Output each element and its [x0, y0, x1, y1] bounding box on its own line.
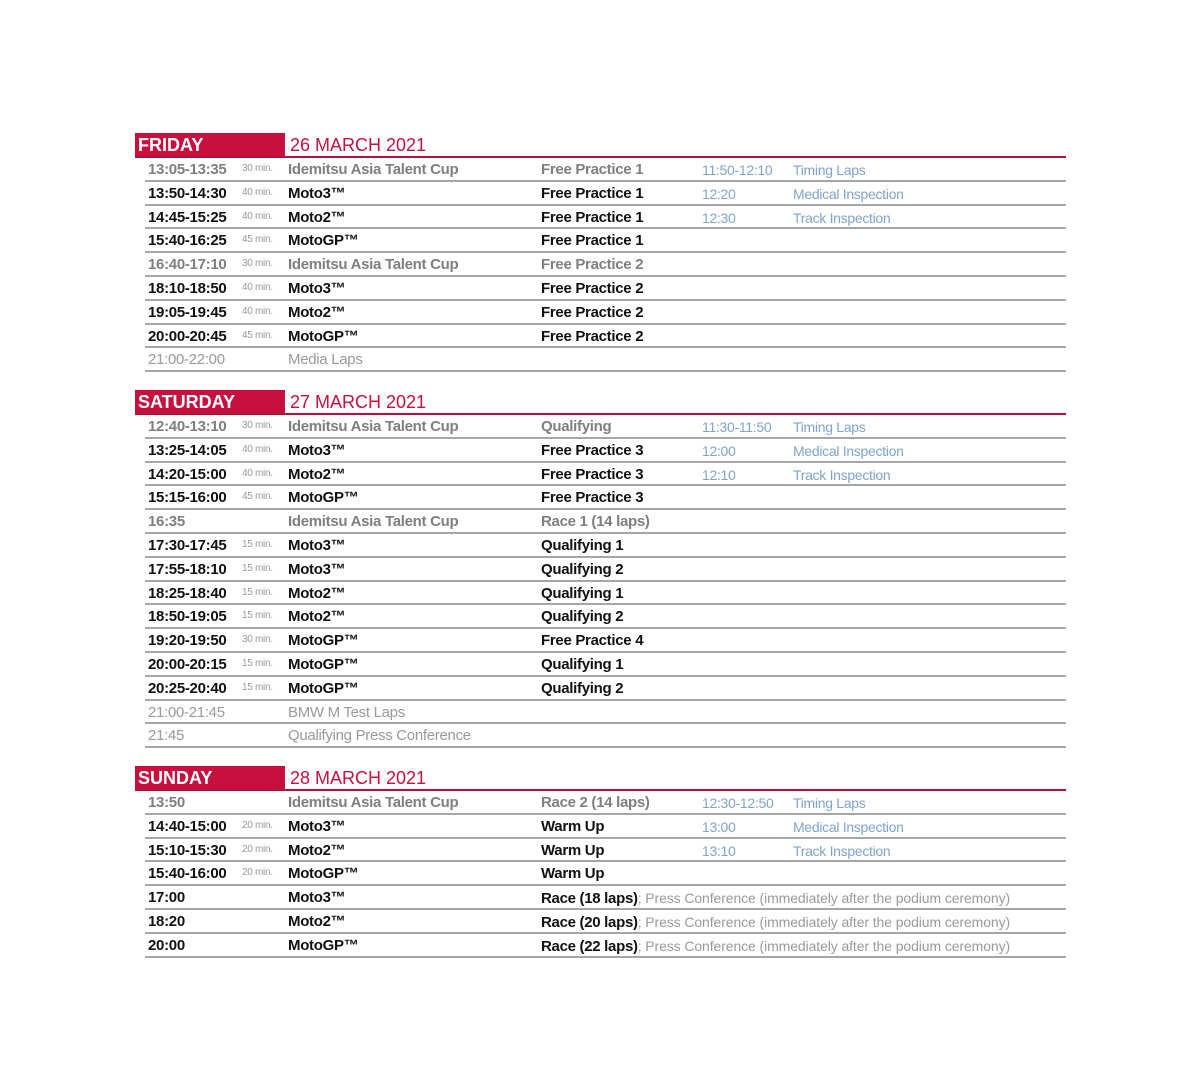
session-duration: 40 min. [242, 443, 273, 455]
schedule-row [135, 206, 1066, 230]
session-label: Free Practice 1 [541, 184, 644, 202]
session-duration: 15 min. [242, 562, 273, 574]
side-event-label: Timing Laps [793, 162, 866, 178]
schedule-row [135, 182, 1066, 206]
session-time: 13:50-14:30 [148, 184, 227, 202]
session-name [541, 325, 643, 349]
row-divider [145, 956, 1066, 958]
schedule-row [135, 791, 1066, 815]
session-name [541, 439, 643, 463]
session-duration: 45 min. [242, 491, 273, 503]
session-name [541, 182, 643, 206]
schedule-row [135, 510, 1066, 534]
session-time: 14:20-15:00 [148, 465, 227, 483]
session-label: Race 2 (14 laps) [541, 794, 650, 811]
side-event-time: 13:10 [702, 842, 736, 859]
class-name: MotoGP™ [288, 489, 359, 507]
session-label: Free Practice 2 [541, 279, 644, 297]
schedule-row [135, 910, 1066, 934]
session-name [541, 158, 643, 182]
class-name: Moto2™ [288, 912, 346, 930]
class-name: Moto3™ [288, 560, 346, 578]
side-event-time: 11:30-11:50 [702, 419, 772, 435]
class-name: Moto2™ [288, 465, 346, 483]
schedule-row [135, 677, 1066, 701]
session-label: Race (18 laps) [541, 890, 638, 908]
session-name [541, 629, 643, 653]
session-label: Qualifying [541, 418, 612, 435]
session-time: 15:40-16:00 [148, 865, 227, 883]
session-time: 19:05-19:45 [148, 303, 227, 321]
schedule-row [135, 439, 1066, 463]
session-name [541, 862, 604, 886]
session-duration: 20 min. [242, 867, 273, 879]
schedule-row [135, 558, 1066, 582]
row-divider [145, 746, 1066, 748]
session-duration: 30 min. [242, 420, 273, 431]
day-section-friday [135, 133, 1066, 372]
schedule-row [135, 653, 1066, 677]
session-time: 18:25-18:40 [148, 584, 227, 602]
session-note: ; Press Conference (immediately after the podium ceremony) [637, 913, 1011, 930]
schedule-row [135, 325, 1066, 349]
side-event-time: 12:00 [702, 442, 736, 459]
day-date: 26 MARCH 2021 [290, 135, 427, 155]
day-header [135, 390, 1066, 415]
schedule-row [135, 229, 1066, 253]
session-name [541, 605, 623, 629]
day-section-sunday [135, 766, 1066, 958]
session-duration: 40 min. [242, 186, 273, 198]
session-label: Warm Up [541, 865, 605, 883]
session-time: 15:15-16:00 [148, 489, 227, 507]
class-name: Qualifying Press Conference [288, 727, 471, 745]
session-time: 17:30-17:45 [148, 536, 227, 554]
schedule-row [135, 158, 1066, 182]
class-name: Idemitsu Asia Talent Cup [288, 794, 459, 811]
class-name: MotoGP™ [288, 936, 359, 954]
day-name: SUNDAY [135, 766, 285, 789]
session-label: Race (20 laps) [541, 913, 638, 931]
session-name [541, 510, 650, 534]
side-event-time: 12:10 [702, 466, 736, 483]
class-name: Moto2™ [288, 608, 346, 626]
class-name: MotoGP™ [288, 655, 359, 673]
session-label: Free Practice 1 [541, 232, 644, 250]
session-duration: 15 min. [242, 586, 273, 598]
day-name: FRIDAY [135, 133, 285, 156]
session-time: 21:00-22:00 [148, 351, 225, 369]
session-time: 13:50 [148, 794, 185, 811]
session-label: Free Practice 2 [541, 256, 644, 274]
session-duration: 40 min. [242, 281, 273, 293]
session-label: Warm Up [541, 841, 605, 859]
session-name [541, 534, 623, 558]
session-name [541, 582, 623, 606]
schedule-row [135, 605, 1066, 629]
schedule-row [135, 534, 1066, 558]
session-time: 18:20 [148, 912, 185, 930]
session-duration: 20 min. [242, 819, 273, 831]
day-date: 28 MARCH 2021 [290, 768, 427, 788]
side-event-time: 12:20 [702, 185, 736, 202]
session-time: 20:00-20:15 [148, 655, 227, 673]
side-event-label: Track Inspection [793, 209, 891, 226]
session-name [541, 839, 604, 863]
side-event-label: Track Inspection [793, 842, 891, 859]
session-name [541, 815, 604, 839]
day-name: SATURDAY [135, 390, 285, 413]
side-event-label: Track Inspection [793, 466, 891, 483]
session-label: Qualifying 1 [541, 584, 624, 602]
session-note: ; Press Conference (immediately after the podium ceremony) [637, 890, 1011, 907]
class-name: Moto3™ [288, 817, 346, 835]
session-label: Free Practice 3 [541, 489, 644, 507]
session-label: Free Practice 2 [541, 303, 644, 321]
day-header [135, 766, 1066, 791]
session-note: ; Press Conference (immediately after the podium ceremony) [637, 937, 1011, 954]
session-time: 13:05-13:35 [148, 161, 227, 178]
session-label: Race (22 laps) [541, 937, 638, 955]
session-label: Qualifying 2 [541, 679, 624, 697]
side-event-label: Medical Inspection [793, 185, 904, 202]
schedule-row [135, 934, 1066, 958]
schedule-row [135, 348, 1066, 372]
session-label: Free Practice 3 [541, 465, 644, 483]
session-name [541, 229, 643, 253]
session-label: Warm Up [541, 817, 605, 835]
schedule-row [135, 862, 1066, 886]
session-time: 21:45 [148, 727, 185, 745]
class-name: Moto3™ [288, 279, 346, 297]
session-time: 20:00-20:45 [148, 327, 227, 345]
schedule-row [135, 277, 1066, 301]
session-label: Free Practice 2 [541, 327, 644, 345]
session-time: 19:20-19:50 [148, 632, 227, 650]
session-duration: 40 min. [242, 210, 273, 222]
session-name [541, 653, 623, 677]
session-time: 14:45-15:25 [148, 208, 227, 226]
side-event-label: Medical Inspection [793, 442, 904, 459]
session-time: 21:00-21:45 [148, 703, 225, 721]
session-label: Free Practice 1 [541, 161, 644, 178]
session-name [541, 463, 643, 487]
session-duration: 40 min. [242, 467, 273, 479]
class-name: Moto2™ [288, 841, 346, 859]
session-time: 17:55-18:10 [148, 560, 227, 578]
session-time: 15:10-15:30 [148, 841, 227, 859]
class-name: MotoGP™ [288, 632, 359, 650]
class-name: Moto2™ [288, 584, 346, 602]
session-duration: 15 min. [242, 610, 273, 622]
class-name: MotoGP™ [288, 327, 359, 345]
session-label: Free Practice 4 [541, 632, 644, 650]
side-event-time: 12:30-12:50 [702, 795, 774, 811]
session-duration: 30 min. [242, 258, 273, 270]
session-time: 20:00 [148, 936, 185, 954]
side-event-label: Timing Laps [793, 795, 866, 811]
session-label: Race 1 (14 laps) [541, 513, 650, 531]
session-duration: 30 min. [242, 163, 273, 174]
schedule-row [135, 886, 1066, 910]
session-name [541, 486, 643, 510]
side-event-time: 13:00 [702, 818, 736, 835]
class-name: Moto3™ [288, 889, 346, 907]
session-time: 14:40-15:00 [148, 817, 227, 835]
schedule-row [135, 486, 1066, 510]
side-event-label: Timing Laps [793, 419, 866, 435]
session-time: 16:40-17:10 [148, 256, 227, 274]
session-label: Free Practice 1 [541, 208, 644, 226]
class-name: Moto3™ [288, 536, 346, 554]
session-name [541, 415, 611, 439]
session-duration: 15 min. [242, 681, 273, 693]
session-time: 13:25-14:05 [148, 441, 227, 459]
session-time: 12:40-13:10 [148, 418, 227, 435]
session-name [541, 253, 643, 277]
session-time: 17:00 [148, 889, 185, 907]
session-duration: 15 min. [242, 538, 273, 550]
class-name: Media Laps [288, 351, 363, 369]
session-duration: 30 min. [242, 634, 273, 646]
schedule-row [135, 253, 1066, 277]
class-name: Moto3™ [288, 184, 346, 202]
session-time: 18:50-19:05 [148, 608, 227, 626]
schedule-row [135, 301, 1066, 325]
session-name [541, 301, 643, 325]
side-event-label: Medical Inspection [793, 818, 904, 835]
session-time: 18:10-18:50 [148, 279, 227, 297]
schedule-row [135, 839, 1066, 863]
session-name [541, 677, 623, 701]
schedule-row [135, 701, 1066, 725]
schedule-row [135, 724, 1066, 748]
session-duration: 45 min. [242, 329, 273, 341]
session-label: Free Practice 3 [541, 441, 644, 459]
row-divider [145, 370, 1066, 372]
session-time: 16:35 [148, 513, 185, 531]
class-name: MotoGP™ [288, 679, 359, 697]
session-duration: 40 min. [242, 305, 273, 317]
class-name: Idemitsu Asia Talent Cup [288, 161, 459, 178]
session-name [541, 277, 643, 301]
session-label: Qualifying 1 [541, 536, 624, 554]
session-label: Qualifying 2 [541, 608, 624, 626]
session-name [541, 791, 650, 815]
session-name [541, 206, 643, 230]
class-name: MotoGP™ [288, 865, 359, 883]
class-name: BMW M Test Laps [288, 703, 405, 721]
day-date: 27 MARCH 2021 [290, 392, 427, 412]
class-name: MotoGP™ [288, 232, 359, 250]
class-name: Moto2™ [288, 208, 346, 226]
class-name: Idemitsu Asia Talent Cup [288, 418, 459, 435]
session-duration: 15 min. [242, 657, 273, 669]
session-time: 20:25-20:40 [148, 679, 227, 697]
class-name: Moto3™ [288, 441, 346, 459]
day-header [135, 133, 1066, 158]
session-name [541, 558, 623, 582]
day-section-saturday [135, 390, 1066, 748]
session-duration: 45 min. [242, 234, 273, 246]
schedule-row [135, 463, 1066, 487]
side-event-time: 12:30 [702, 209, 736, 226]
session-time: 15:40-16:25 [148, 232, 227, 250]
session-label: Qualifying 1 [541, 655, 624, 673]
class-name: Moto2™ [288, 303, 346, 321]
session-duration: 20 min. [242, 843, 273, 855]
side-event-time: 11:50-12:10 [702, 162, 773, 178]
schedule-row [135, 629, 1066, 653]
schedule-row [135, 582, 1066, 606]
schedule-row [135, 415, 1066, 439]
session-label: Qualifying 2 [541, 560, 624, 578]
schedule-row [135, 815, 1066, 839]
class-name: Idemitsu Asia Talent Cup [288, 513, 459, 531]
class-name: Idemitsu Asia Talent Cup [288, 256, 459, 274]
